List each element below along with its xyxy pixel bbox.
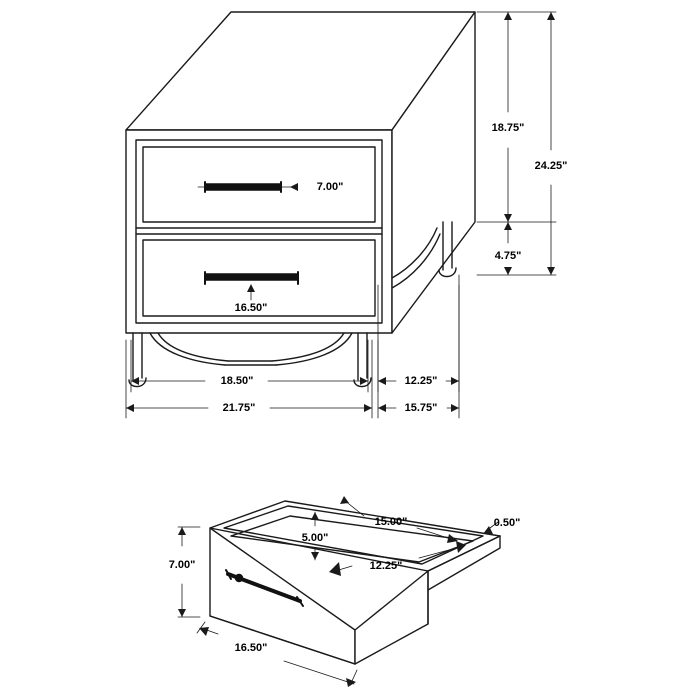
label-drawer-front-height: 7.00" — [168, 558, 196, 571]
label-drawer-interior-depth: 5.00" — [301, 531, 329, 544]
label-overall-height: 24.25" — [534, 159, 568, 172]
label-cabinet-side-depth: 12.25" — [404, 374, 438, 387]
nightstand-assembly-view — [126, 12, 556, 418]
label-upper-drawer-front-height: 18.75" — [491, 121, 525, 134]
label-lower-drawer-pull-width: 16.50" — [234, 301, 268, 314]
label-leg-height: 4.75" — [494, 249, 522, 262]
label-drawer-interior-side: 12.25" — [369, 559, 403, 572]
label-drawer-front-width: 16.50" — [234, 641, 268, 654]
label-drawer-interior-width: 15.00" — [374, 515, 408, 528]
label-overall-depth: 15.75" — [404, 401, 438, 414]
label-cabinet-front-width: 18.50" — [220, 374, 254, 387]
label-overall-width: 21.75" — [222, 401, 256, 414]
upper-drawer-pull — [205, 182, 281, 192]
drawer-detail-view — [178, 496, 500, 687]
label-drawer-wall-thickness: 0.50" — [493, 516, 521, 529]
label-upper-drawer-pull-width: 7.00" — [316, 180, 344, 193]
